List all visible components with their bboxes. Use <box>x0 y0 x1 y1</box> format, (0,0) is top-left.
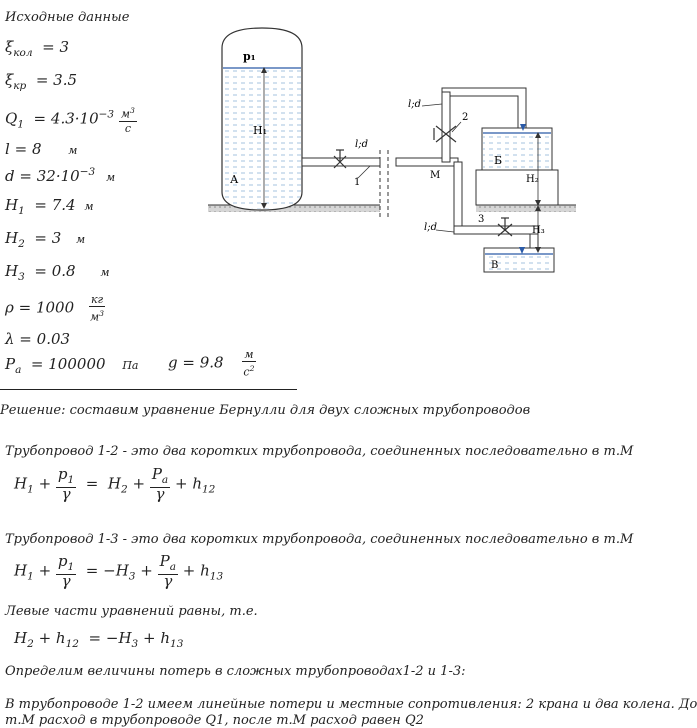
param-g: g = 9.8 $\frac{м}{с^2}$ <box>168 348 255 379</box>
solution-intro: Решение: составим уравнение Бернулли для двух сложных трубопроводов <box>0 403 531 418</box>
param-pa: $P_a = 100000$ Па <box>5 355 139 376</box>
q1-unit: $\frac{м^3}{с}$ <box>120 106 135 135</box>
param-xi-kol: $\xi_{кол} = 3$ <box>5 38 69 59</box>
pipeline-13-text: Трубопровод 1-3 - это два коротких трубопровода, соединенных последовательно в т.М <box>5 532 634 547</box>
tank-a-water <box>223 68 301 209</box>
equation-equality: $H_2 + h_{12} = -H_3 + h_{13}$ <box>14 629 184 650</box>
label-n3: 3 <box>478 214 485 225</box>
label-n1: 1 <box>354 177 361 188</box>
pipe-1 <box>302 158 380 166</box>
label-ld-mid: l;d <box>355 139 368 150</box>
param-rho: ρ = 1000 $\frac{кг}{м^3}$ <box>5 293 105 324</box>
param-l: l = 8 м <box>5 140 78 158</box>
pipeline-12-flow-text: т.М расход в трубопроводе Q1, после т.М расход равен Q2 <box>5 713 424 728</box>
pipe-3-horizontal <box>454 226 538 234</box>
label-v: В <box>491 260 499 271</box>
stand-b <box>476 170 558 205</box>
label-p1: p₁ <box>243 50 256 63</box>
equation-12: $H_1$ + $\frac{p_1}{\gamma}$ = $H_2$ + $\frac{P_a}{\gamma}$ + $h_{12}$ <box>14 465 216 503</box>
param-d: $d = 32\cdot 10^{-3}$ м <box>5 166 116 185</box>
label-n2: 2 <box>462 112 469 123</box>
ground-center <box>308 205 380 212</box>
label-h2: H₂ <box>526 174 539 185</box>
left-parts-equal-text: Левые части уравнений равны, т.е. <box>5 604 258 619</box>
label-h3: H₃ <box>532 225 545 236</box>
param-h2: $H_2 = 3$ м <box>5 229 86 250</box>
param-h1: $H_1 = 7.4$ м <box>5 196 94 217</box>
label-ld-top: l;d <box>408 99 421 110</box>
label-ld-bot: l;d <box>424 222 437 233</box>
rho-unit: $\frac{кг}{м^3}$ <box>89 293 105 324</box>
pipeline-12-losses-text: В трубопроводе 1-2 имеем линейные потери и местные сопротивления: 2 крана и два колена. До <box>5 697 697 712</box>
header-title: Исходные данные <box>5 10 130 25</box>
pipe-2-vertical <box>442 92 450 162</box>
pipe-3-vertical <box>454 162 462 232</box>
param-lambda: λ = 0.03 <box>5 330 71 348</box>
param-xi-kr: $\xi_{кр} = 3.5$ <box>5 71 78 92</box>
pipeline-12-text: Трубопровод 1-2 - это два коротких трубопровода, соединенных последовательно в т.М <box>5 444 634 459</box>
label-a: А <box>230 173 239 186</box>
param-h3: $H_3 = 0.8$ м <box>5 262 110 283</box>
label-h1: H₁ <box>253 124 268 137</box>
label-m: М <box>430 170 441 181</box>
separator-line <box>0 389 297 390</box>
equation-13: $H_1$ + $\frac{p_1}{\gamma}$ = $-H_3$ + $\frac{P_a}{\gamma}$ + $h_{13}$ <box>14 552 224 590</box>
hydraulic-diagram <box>208 20 580 275</box>
ground-right <box>476 205 576 212</box>
param-q1: $Q_1 = 4.3\cdot 10^{-3}$ $\frac{м^3}{с}$ <box>5 106 135 135</box>
label-b: Б <box>494 154 503 167</box>
g-unit: $\frac{м}{с^2}$ <box>243 348 255 379</box>
define-losses-text: Определим величины потерь в сложных трубопроводах1-2 и 1-3: <box>5 664 466 679</box>
